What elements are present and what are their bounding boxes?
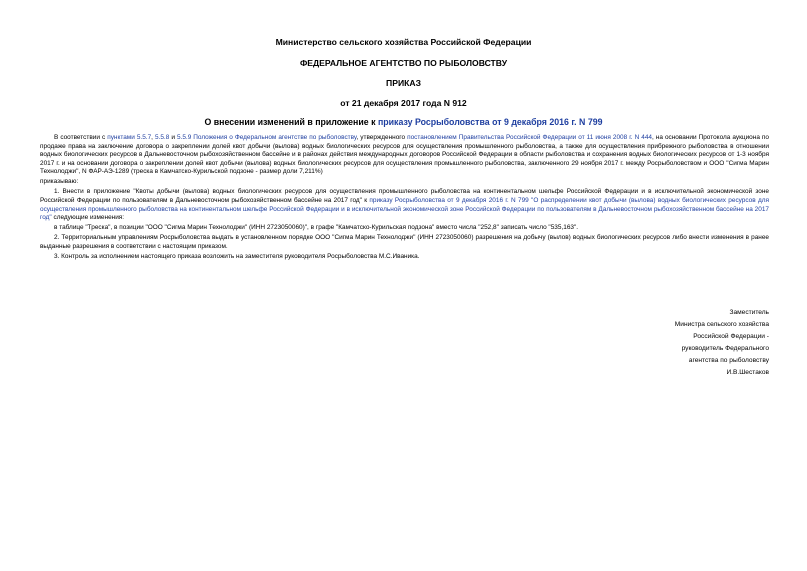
signature-line-3: Российской Федерации - [693, 333, 769, 340]
document-title [0, 117, 807, 128]
date-number-heading: от 21 декабря 2017 года N 912 [340, 98, 467, 108]
signature-name: И.В.Шестаков [726, 369, 769, 376]
item-1-paragraph [40, 188, 769, 222]
document-body [40, 134, 769, 262]
signature-line-2: Министра сельского хозяйства [674, 321, 769, 328]
item-1-change: в таблице "Треска", в позиции "ООО "Сигма Марин Технолоджи" (ИНН 2723050060)", в графе "Камчатско-Курильская подзона" вместо числа "252,8" записать число "535,163". [54, 224, 579, 232]
preamble-text-3: и [169, 134, 177, 141]
signature-block [609, 307, 769, 379]
preamble-text-4: , утвержденного [356, 134, 408, 141]
title-order-link[interactable]: приказу Росрыболовства от 9 декабря 2016 г. N 799 [377, 117, 603, 127]
link-clause-559-regulation[interactable]: 5.5.9 Положения о Федеральном агентстве по рыболовству [176, 134, 357, 141]
item-1-text-2: следующие изменения: [51, 214, 125, 222]
ministry-heading: Министерство сельского хозяйства Российской Федерации [275, 37, 532, 47]
title-text: О внесении изменений в приложение к [204, 117, 378, 127]
signature-line-4: руководитель Федерального [681, 345, 769, 352]
preamble-paragraph [40, 134, 769, 177]
item-3-paragraph: 3. Контроль за исполнением настоящего приказа возложить на заместителя руководителя Росрыболовства М.С.Иваника. [54, 253, 420, 261]
link-government-resolution[interactable]: постановлением Правительства Российской Федерации от 11 июня 2008 г. N 444 [407, 134, 652, 141]
preamble-text-1: В соответствии с [54, 134, 108, 141]
link-order-799[interactable]: приказу Росрыболовства от 9 декабря 2016 г. N 799 "О распределении квот добычи (вылова) водных биологических ресурсов для осуществления промышленного рыболовства на континентальном шельфе Российской Федерации и в исключительной экономической зоне Российской Федерации по пользователям в Дальневосточном рыбохозяйственном бассейне на 2017 год" [40, 197, 769, 222]
doc-type-heading: ПРИКАЗ [386, 78, 421, 88]
agency-heading: ФЕДЕРАЛЬНОЕ АГЕНТСТВО ПО РЫБОЛОВСТВУ [299, 58, 508, 68]
preamble-text-2: , [151, 134, 155, 141]
ordered-line: приказываю: [40, 178, 79, 186]
item-1-text-1: 1. Внести в приложение "Квоты добычи (вылова) водных биологических ресурсов для осуществления промышленного рыболовства на континентальном шельфе Российской Федерации и в исключительной экономической зоне Российской Федерации по пользователям в Дальневосточном рыбохозяйственном бассейне на 2017 год" к [40, 188, 769, 205]
link-clause-558[interactable]: 5.5.8 [154, 134, 170, 141]
item-2-paragraph: 2. Территориальным управлениям Росрыболовства выдать в установленном порядке ООО "Сигма Марин Технолоджи" (ИНН 2723050060) разрешения на добычу (вылов) водных биологических ресурсов либо внести изменения в ранее выданные разрешения в соответствии с настоящим приказом. [40, 234, 769, 250]
preamble-text-5: , на основании Протокола аукциона по продаже права на заключение договора о закреплении долей квот добычи (вылова) водных биологических ресурсов для осуществления промышленного рыболовства, а также для осуществления прибрежного рыболовства в отношении водных биологических ресурсов в Дальневосточном рыбохозяйственном бассейне и в районах действия международных договоров Российской Федерации в области рыболовства и сохранения водных биологических ресурсов от 1-3 ноября 2017 г. и на основании договора о закреплении долей квот добычи (вылова) водных биологических ресурсов для осуществления промышленного рыболовства, заключенного 29 ноября 2017 г. между Росрыболовством и ООО "Сигма Марин Технолоджи", N ФАР-АЭ-1289 (треска в Камчатско-Курильской подзоне - размер доли 7,211%) [40, 134, 769, 176]
signature-line-1: Заместитель [729, 309, 769, 316]
signature-line-5: агентства по рыболовству [688, 357, 769, 364]
link-clause-557[interactable]: пунктами 5.5.7 [107, 134, 152, 141]
